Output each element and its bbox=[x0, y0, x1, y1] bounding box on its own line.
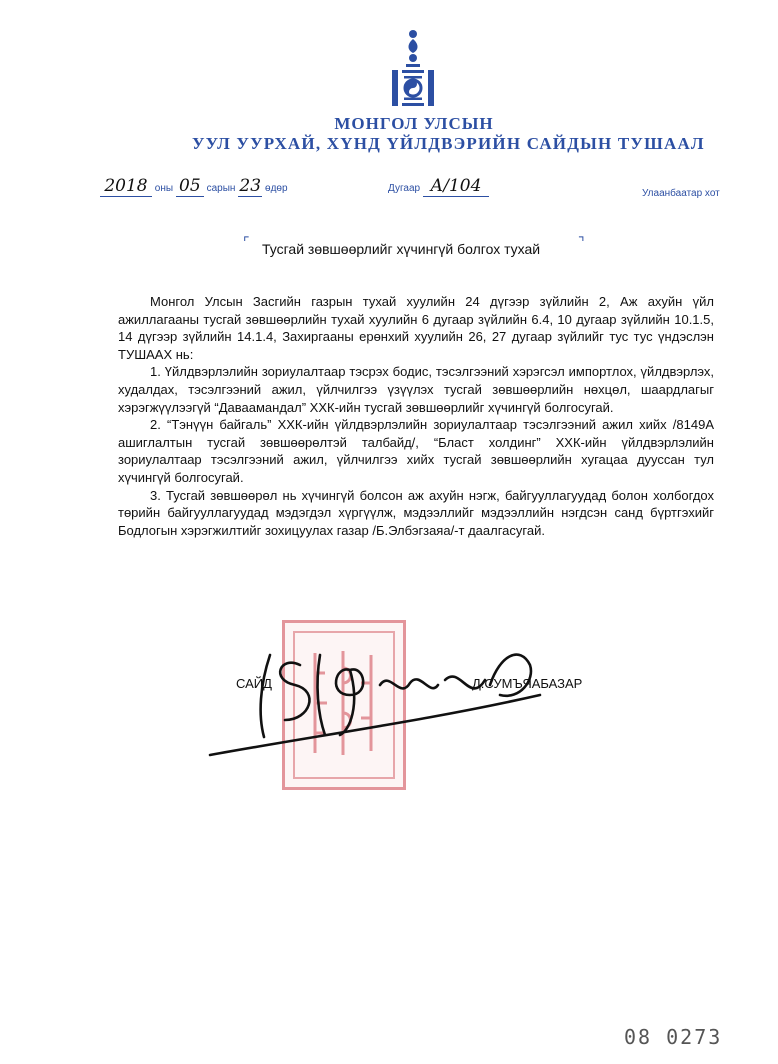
date-line bbox=[100, 176, 288, 197]
bracket-right-icon: ⌝ bbox=[578, 234, 585, 250]
date-day: 23 bbox=[239, 176, 262, 196]
bracket-left-icon: ⌜ bbox=[243, 234, 250, 250]
date-year: 2018 bbox=[100, 176, 152, 197]
clause-2: 2. “Тэнүүн байгаль” ХХК-ийн үйлдвэрлэлийн зориулалтаар тэсэлгээний ажил хийх /8149А ашиглалтын тусгай зөвшөөрөлтэй талбайд/, “Бласт холдинг” ХХК-ийн үйлдвэрлэлийн зориулалтаар тэсэлгээний ажил, үйлчилгээ хийх тусгай зөвшөөрлийн хугацаа дууссан тул хүчингүй болгосугай. bbox=[118, 417, 714, 485]
day-suffix: өдөр bbox=[265, 183, 288, 194]
document-serial-number: 08 0273 bbox=[624, 1025, 723, 1049]
order-number bbox=[388, 176, 489, 197]
city: Улаанбаатар хот bbox=[642, 188, 720, 199]
subject-title: Тусгай зөвшөөрлийг хүчингүй болгох тухай bbox=[262, 241, 541, 257]
clause-1: 1. Үйлдвэрлэлийн зориулалтаар тэсрэх бодис, тэсэлгээний хэрэгсэл импортлох, үйлдвэрлэх, худалдах, тэсэлгээний ажил, үйлчилгээ үзүүлэх тусгай зөвшөөрлийн нөхцөл, шаардлагыг хэрэгжүүлээгүй “Даваамандал” ХХК-ийн тусгай зөвшөөрлийг хүчингүй болгосугай. bbox=[118, 364, 714, 415]
country-title: МОНГОЛ УЛСЫН bbox=[334, 114, 494, 133]
clause-3: 3. Тусгай зөвшөөрөл нь хүчингүй болсон аж ахуйн нэгж, байгууллагуудад болон холбогдох төрийн байгууллагуудад мэдэгдэл хүргүүлж, мэдээллийг мэдээллийн нэгдсэн санд бүртгэхийг Бодлогын хэрэгжилтийг зохицуулах газар /Б.Элбэгзаяа/-т даалгасугай. bbox=[118, 487, 714, 538]
year-suffix: оны bbox=[154, 183, 174, 194]
signatory-name: Д.СУМЪЯАБАЗАР bbox=[472, 676, 583, 691]
month-suffix: сарын bbox=[206, 183, 236, 194]
number-label: Дугаар bbox=[388, 183, 421, 194]
number-value: А/104 bbox=[423, 176, 489, 197]
preamble: Монгол Улсын Засгийн газрын тухай хуулийн 24 дүгээр зүйлийн 2, Аж ахуйн үйл ажиллагааны тусгай зөвшөөрлийн тухай хуулийн 6 дугаар зүйлийн 6.4, 10 дугаар зүйлийн 10.1.5, 14 дүгээр зүйлийн 14.1.4, Захиргааны ерөнхий хуулийн 26, 27 дугаар зүйлийг тус тус үндэслэн ТУШААХ нь: bbox=[118, 294, 714, 362]
ministry-title: УУЛ УУРХАЙ, ХҮНД ҮЙЛДВЭРИЙН САЙДЫН ТУШААЛ bbox=[192, 134, 705, 153]
signatory-title: САЙД bbox=[236, 676, 272, 691]
order-body bbox=[118, 293, 714, 539]
handwritten-signature-icon bbox=[200, 625, 560, 765]
state-emblem-icon bbox=[388, 28, 438, 110]
date-month: 05 bbox=[176, 176, 204, 197]
